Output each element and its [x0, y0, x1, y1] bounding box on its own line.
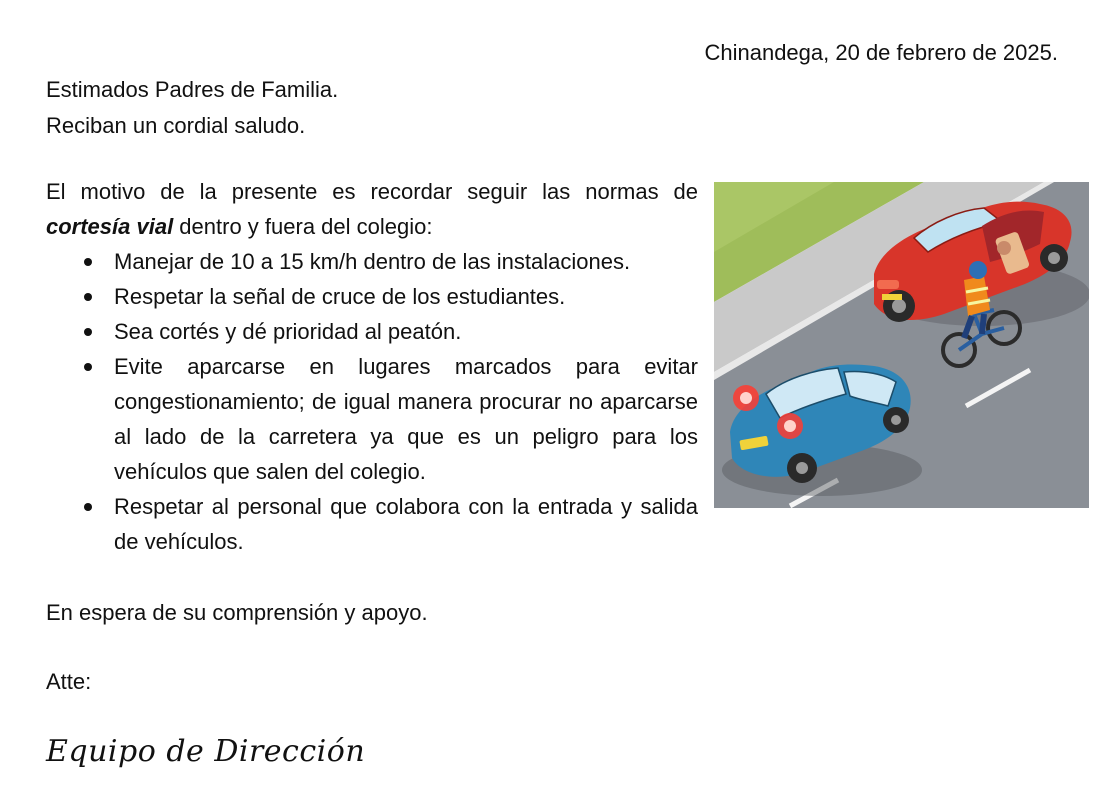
signature: Equipo de Dirección: [46, 734, 366, 769]
rule-text: Evite aparcarse en lugares marcados para evitar congestionamiento; de igual manera procurar no aparcarse al lado de la carretera ya que es un peligro para los vehículos que salen del colegio.: [114, 354, 698, 484]
greeting: Reciban un cordial saludo.: [46, 113, 306, 138]
sign-off: Atte:: [46, 669, 92, 694]
greeting-block: [46, 72, 338, 144]
intro-paragraph: [46, 174, 698, 244]
road-safety-illustration: [714, 182, 1089, 508]
salutation: Estimados Padres de Familia.: [46, 77, 339, 102]
bullet-icon: [84, 293, 92, 301]
intro-emphasis: cortesía vial: [46, 214, 174, 239]
bullet-icon: [84, 363, 92, 371]
rule-item: [46, 349, 698, 489]
rule-text: Respetar al personal que colabora con la entrada y salida de vehículos.: [114, 494, 698, 554]
rule-item: [46, 244, 698, 279]
rules-list: [46, 244, 698, 559]
rule-text: Sea cortés y dé prioridad al peatón.: [114, 319, 462, 344]
rule-item: [46, 489, 698, 559]
bullet-icon: [84, 503, 92, 511]
rule-text: Manejar de 10 a 15 km/h dentro de las instalaciones.: [114, 249, 631, 274]
bullet-icon: [84, 328, 92, 336]
rule-text: Respetar la señal de cruce de los estudiantes.: [114, 284, 566, 309]
bullet-icon: [84, 258, 92, 266]
rule-item: [46, 279, 698, 314]
intro-after: dentro y fuera del colegio:: [173, 214, 433, 239]
intro-line-2: [46, 209, 698, 244]
closing-line: En espera de su comprensión y apoyo.: [46, 600, 428, 625]
rule-item: [46, 314, 698, 349]
intro-line: El motivo de la presente es recordar seguir las normas de: [46, 179, 698, 204]
letter-date: Chinandega, 20 de febrero de 2025.: [704, 40, 1058, 65]
